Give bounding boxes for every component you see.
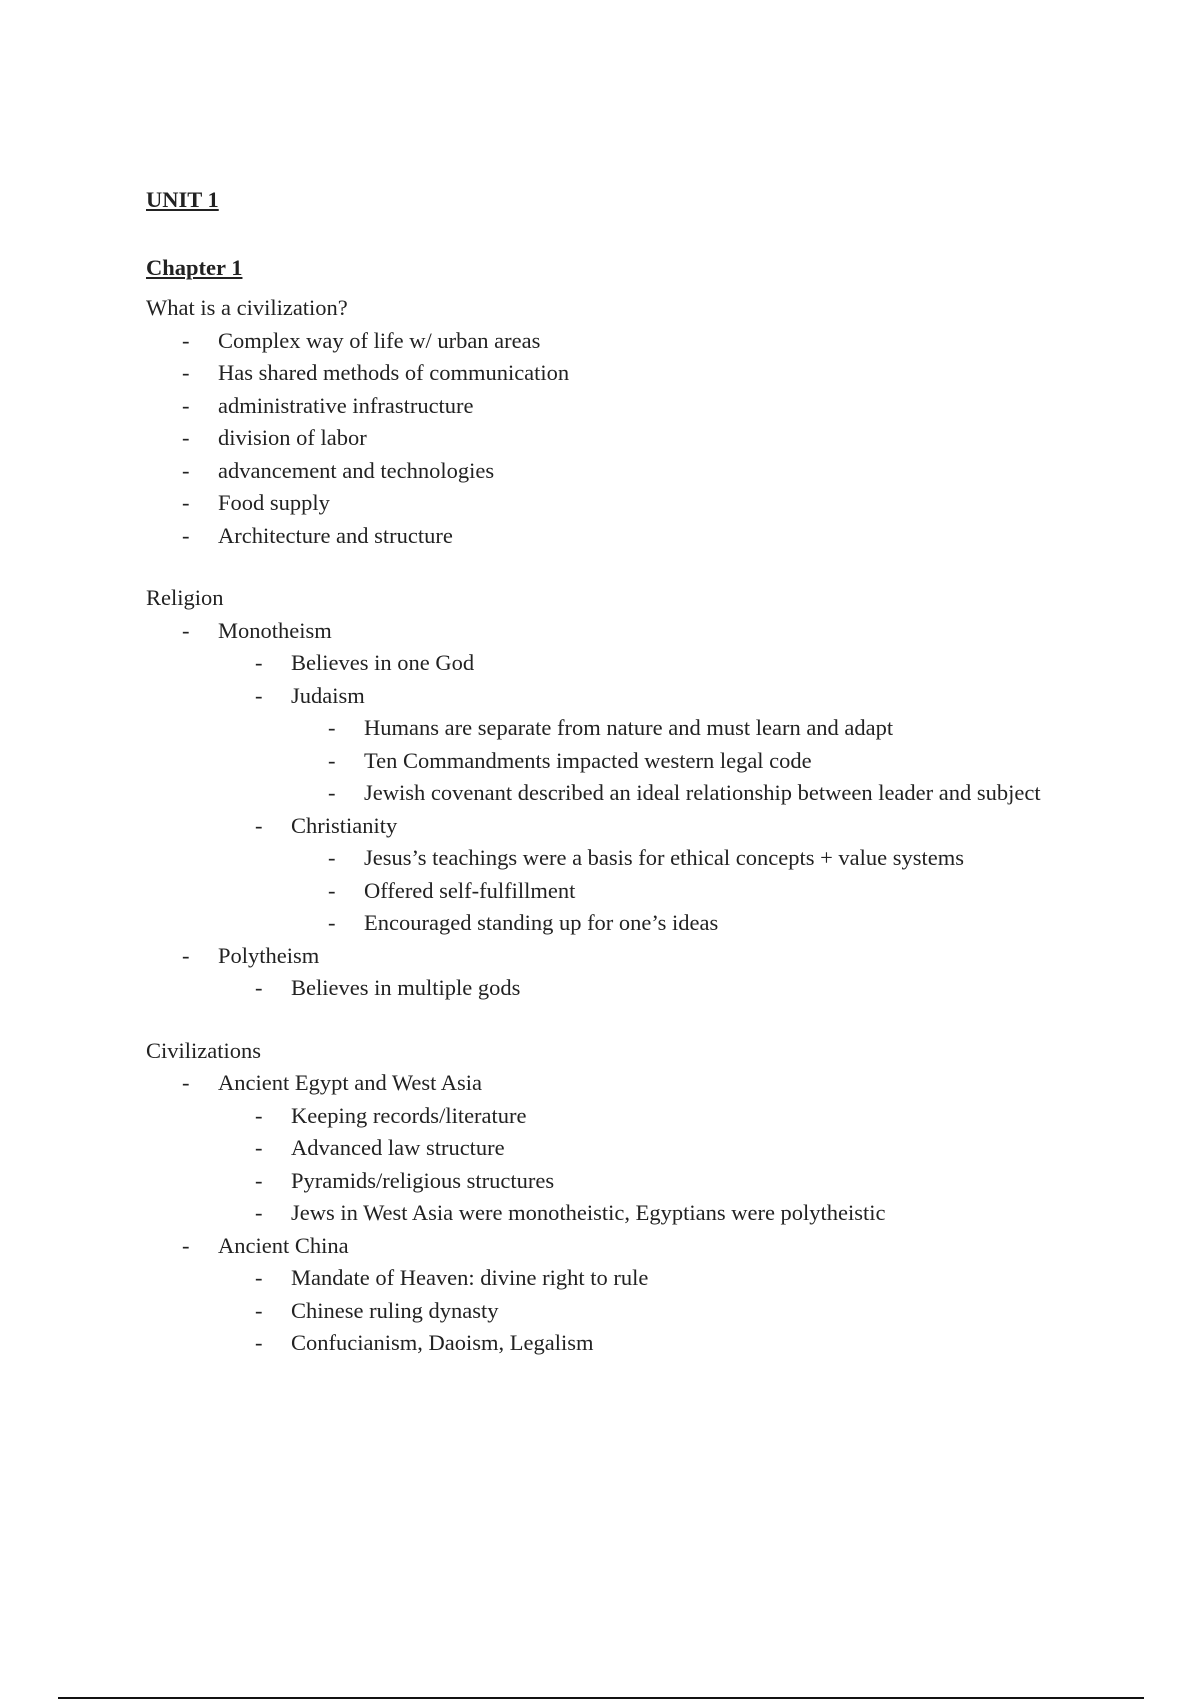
bullet-dash: - [182, 457, 190, 483]
bullet-dash: - [182, 942, 190, 968]
bullet-dash: - [255, 1265, 263, 1290]
bullet-dash: - [255, 682, 263, 708]
civilization-heading: What is a civilization? [146, 295, 348, 320]
list-item-text: Ten Commandments impacted western legal code [364, 747, 812, 773]
list-item-text: Jews in West Asia were monotheistic, Egyptians were polytheistic [291, 1200, 886, 1225]
list-item-text: Jewish covenant described an ideal relationship between leader and subject [364, 780, 1041, 805]
bullet-dash: - [182, 617, 190, 643]
list-item [146, 745, 1106, 778]
polytheism-item [146, 940, 1106, 973]
list-item-text: Mandate of Heaven: divine right to rule [291, 1265, 649, 1290]
list-item-text: Judaism [291, 682, 365, 708]
religion-heading: Religion [146, 585, 224, 610]
bullet-dash: - [328, 715, 336, 740]
bullet-dash: - [328, 845, 336, 870]
bullet-dash: - [255, 1297, 263, 1323]
list-item-text: Jesus’s teachings were a basis for ethical concepts + value systems [364, 845, 965, 870]
list-item-text: Christianity [291, 812, 398, 838]
civilizations-list [146, 1067, 1106, 1360]
monotheism-item [146, 615, 1106, 648]
bullet-dash: - [255, 1102, 263, 1128]
list-item-text: Offered self-fulfillment [364, 877, 576, 903]
list-item [146, 777, 1106, 810]
bullet-dash: - [328, 877, 336, 903]
bullet-dash: - [255, 1330, 263, 1355]
bullet-dash: - [182, 327, 190, 353]
bullet-dash: - [255, 1167, 263, 1193]
bullet-dash: - [182, 1070, 190, 1095]
list-item [146, 390, 1106, 423]
list-item-text: Advanced law structure [291, 1135, 505, 1160]
list-item-text: Complex way of life w/ urban areas [218, 327, 541, 353]
document-page [146, 184, 1106, 1360]
bullet-dash: - [182, 392, 190, 418]
religion-list [146, 615, 1106, 1005]
list-item-text: Ancient China [218, 1232, 349, 1258]
civilizations-heading: Civilizations [146, 1037, 261, 1063]
judaism-item [146, 680, 1106, 713]
list-item-text: Monotheism [218, 617, 332, 643]
list-item [146, 1132, 1106, 1165]
list-item [146, 1295, 1106, 1328]
bullet-dash: - [255, 1200, 263, 1225]
chapter-title: Chapter 1 [146, 255, 243, 280]
bullet-dash: - [182, 522, 190, 548]
list-item-text: Encouraged standing up for one’s ideas [364, 910, 719, 935]
list-item-text: Believes in multiple gods [291, 975, 521, 1000]
footer-divider [58, 1697, 1144, 1699]
list-item-text: Pyramids/religious structures [291, 1167, 555, 1193]
list-item [146, 1327, 1106, 1360]
christianity-item [146, 810, 1106, 843]
unit-title: UNIT 1 [146, 187, 219, 212]
list-item-text: Food supply [218, 490, 330, 515]
civilization-list [146, 325, 1106, 553]
list-item-text: advancement and technologies [218, 457, 495, 483]
list-item [146, 422, 1106, 455]
list-item [146, 325, 1106, 358]
list-item-text: Confucianism, Daoism, Legalism [291, 1330, 594, 1355]
bullet-dash: - [328, 747, 336, 773]
list-item [146, 842, 1106, 875]
list-item-text: division of labor [218, 425, 367, 450]
list-item [146, 1262, 1106, 1295]
bullet-dash: - [255, 650, 263, 675]
bullet-dash: - [182, 360, 190, 385]
bullet-dash: - [182, 1232, 190, 1258]
bullet-dash: - [182, 425, 190, 450]
bullet-dash: - [328, 780, 336, 805]
list-item-text: Keeping records/literature [291, 1102, 527, 1128]
list-item-text: Ancient Egypt and West Asia [218, 1070, 482, 1095]
bullet-dash: - [255, 975, 263, 1000]
list-item [146, 647, 1106, 680]
list-item-text: Has shared methods of communication [218, 360, 570, 385]
list-item [146, 1100, 1106, 1133]
list-item [146, 875, 1106, 908]
china-item [146, 1230, 1106, 1263]
list-item [146, 520, 1106, 553]
list-item-text: Humans are separate from nature and must learn and adapt [364, 715, 894, 740]
list-item [146, 357, 1106, 390]
list-item [146, 972, 1106, 1005]
list-item-text: Polytheism [218, 942, 320, 968]
list-item [146, 1165, 1106, 1198]
list-item-text: Believes in one God [291, 650, 475, 675]
list-item [146, 907, 1106, 940]
bullet-dash: - [255, 1135, 263, 1160]
list-item [146, 1197, 1106, 1230]
list-item-text: administrative infrastructure [218, 392, 474, 418]
list-item [146, 455, 1106, 488]
egypt-west-asia-item [146, 1067, 1106, 1100]
list-item [146, 487, 1106, 520]
list-item-text: Chinese ruling dynasty [291, 1297, 499, 1323]
bullet-dash: - [328, 910, 336, 935]
list-item [146, 712, 1106, 745]
bullet-dash: - [255, 812, 263, 838]
bullet-dash: - [182, 490, 190, 515]
list-item-text: Architecture and structure [218, 522, 453, 548]
